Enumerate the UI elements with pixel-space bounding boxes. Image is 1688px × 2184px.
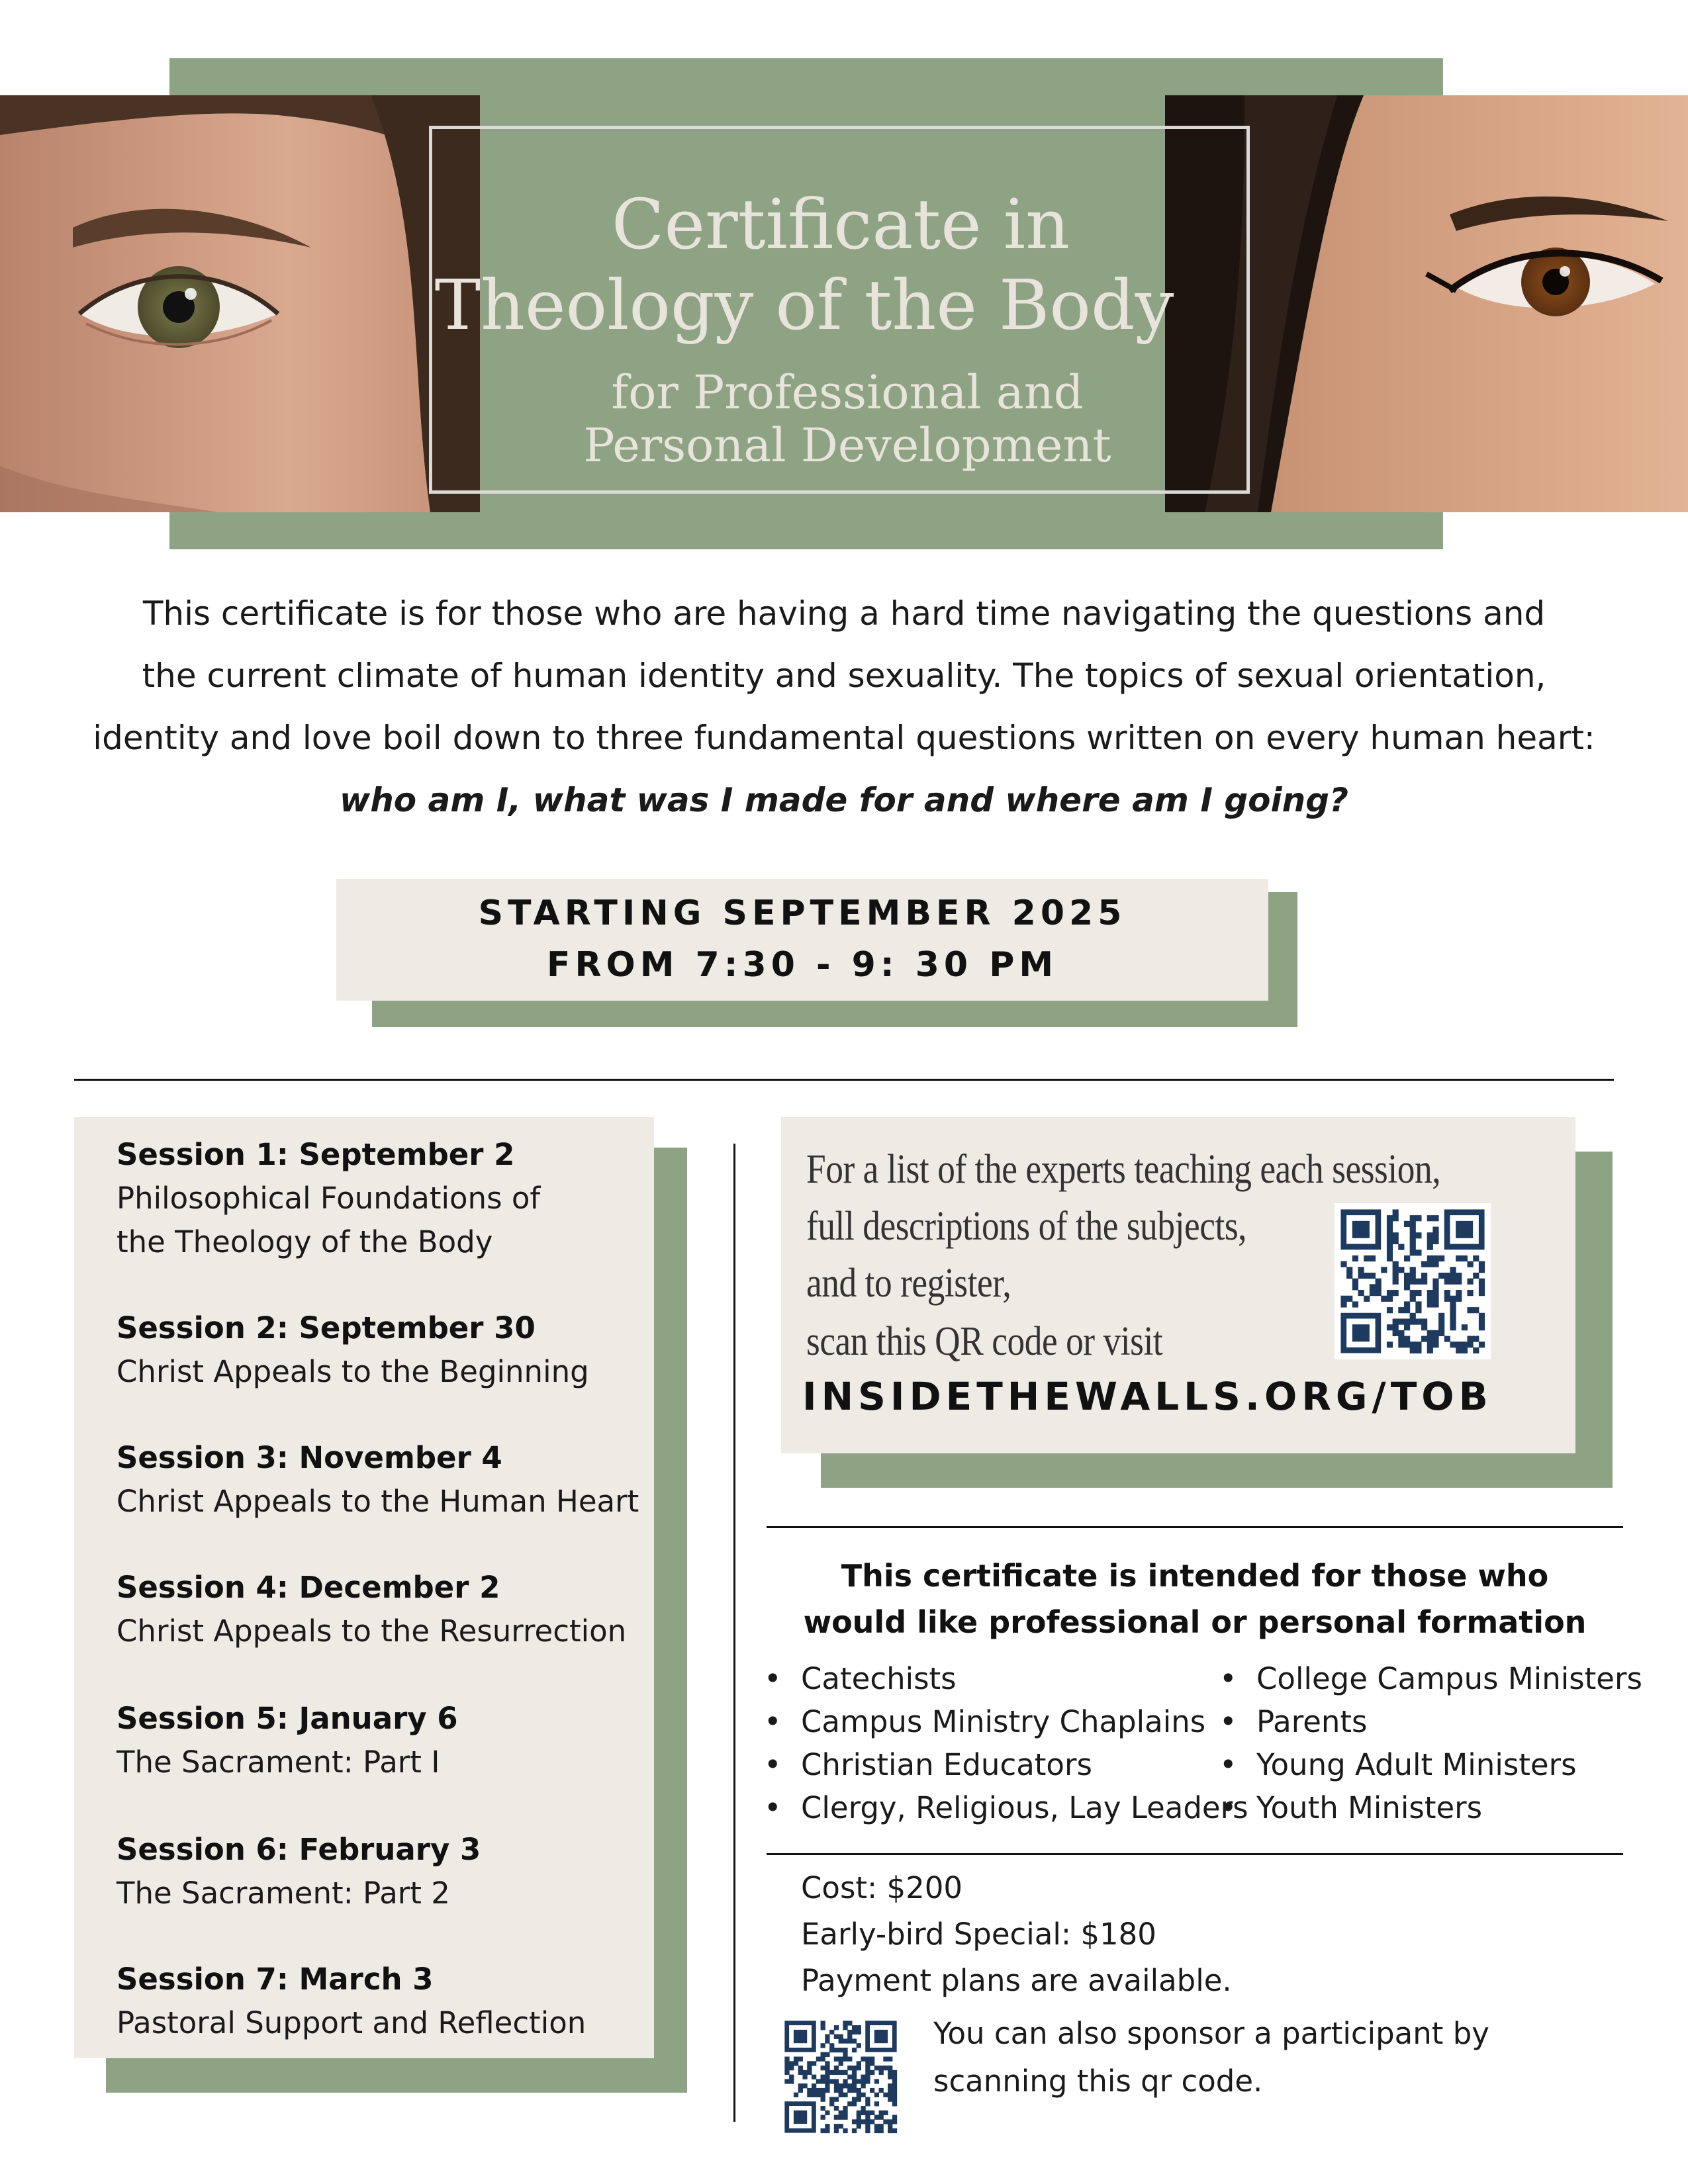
session-4-title: Session 4: December 2 <box>117 1570 500 1605</box>
session-6-desc: The Sacrament: Part 2 <box>117 1876 450 1911</box>
session-1-desc: the Theology of the Body <box>117 1224 493 1259</box>
register-text-2: full descriptions of the subjects, <box>806 1204 1247 1249</box>
audience-heading-2: would like professional or personal formation <box>803 1604 1587 1640</box>
intro-line-2: the current climate of human identity and sexuality. The topics of sexual orientation, <box>142 657 1546 695</box>
session-1-desc: Philosophical Foundations of <box>117 1181 541 1216</box>
divider <box>74 1079 1614 1081</box>
qr-code-icon[interactable] <box>780 2016 902 2138</box>
list-item: • Christian Educators <box>764 1743 1248 1786</box>
payment-plans: Payment plans are available. <box>801 1963 1232 1998</box>
session-2-desc: Christ Appeals to the Beginning <box>117 1354 589 1389</box>
early-bird-price: Early-bird Special: $180 <box>801 1917 1156 1952</box>
audience-list-left <box>764 1657 1248 1829</box>
session-4-desc: Christ Appeals to the Resurrection <box>117 1614 627 1649</box>
list-item: • Young Adult Ministers <box>1219 1743 1642 1786</box>
session-1-title: Session 1: September 2 <box>117 1137 515 1172</box>
session-6-title: Session 6: February 3 <box>117 1832 481 1867</box>
intro-line-1: This certificate is for those who are having a hard time navigating the questions and <box>142 594 1546 633</box>
list-item: • College Campus Ministers <box>1219 1657 1642 1700</box>
divider <box>767 1526 1623 1528</box>
cost: Cost: $200 <box>801 1870 963 1905</box>
register-text-4: scan this QR code or visit <box>806 1319 1163 1364</box>
sponsor-text-1: You can also sponsor a participant by <box>933 2016 1489 2051</box>
register-url[interactable]: INSIDETHEWALLS.ORG/TOB <box>802 1374 1493 1419</box>
register-text-3: and to register, <box>806 1261 1011 1306</box>
title-line-1: Certificate in <box>611 184 1070 265</box>
divider <box>767 1853 1623 1855</box>
title-line-2: Theology of the Body <box>434 265 1174 345</box>
list-item: • Clergy, Religious, Lay Leaders <box>764 1786 1248 1829</box>
intro-line-3: identity and love boil down to three fundamental questions written on every human heart: <box>93 719 1595 757</box>
register-text-1: For a list of the experts teaching each session, <box>806 1147 1441 1192</box>
list-item: • Catechists <box>764 1657 1248 1700</box>
intro-emphasis: who am I, what was I made for and where am I going? <box>340 781 1348 819</box>
list-item: • Parents <box>1219 1700 1642 1743</box>
session-3-desc: Christ Appeals to the Human Heart <box>117 1484 639 1519</box>
session-2-title: Session 2: September 30 <box>117 1310 536 1345</box>
session-5-desc: The Sacrament: Part I <box>117 1745 440 1780</box>
list-item: • Youth Ministers <box>1219 1786 1642 1829</box>
start-time: FROM 7:30 - 9: 30 PM <box>546 945 1058 985</box>
start-date: STARTING SEPTEMBER 2025 <box>478 893 1127 933</box>
session-3-title: Session 3: November 4 <box>117 1440 502 1475</box>
session-7-title: Session 7: March 3 <box>117 1962 434 1997</box>
subtitle-line-2: Personal Development <box>583 418 1111 473</box>
qr-code-icon[interactable] <box>1335 1203 1491 1359</box>
audience-list-right <box>1219 1657 1642 1829</box>
list-item: • Campus Ministry Chaplains <box>764 1700 1248 1743</box>
subtitle-line-1: for Professional and <box>611 365 1084 420</box>
sponsor-text-2: scanning this qr code. <box>933 2064 1263 2099</box>
column-divider <box>733 1144 735 2122</box>
session-5-title: Session 5: January 6 <box>117 1701 458 1736</box>
session-7-desc: Pastoral Support and Reflection <box>117 2005 586 2040</box>
audience-heading-1: This certificate is intended for those who <box>841 1558 1549 1594</box>
